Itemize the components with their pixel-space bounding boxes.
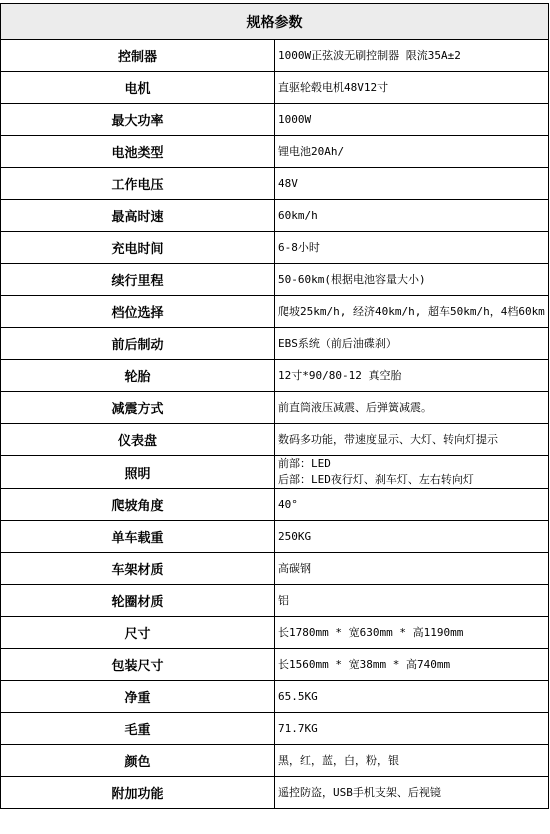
spec-table — [0, 3, 549, 809]
table-row — [1, 777, 549, 809]
table-row — [1, 617, 549, 649]
spec-value: 40° — [278, 497, 298, 511]
spec-label: 轮圈材质 — [1, 585, 275, 617]
table-row — [1, 264, 549, 296]
spec-value: 长1780mm * 宽630mm * 高1190mm — [278, 625, 464, 639]
spec-label: 轮胎 — [1, 360, 275, 392]
table-row — [1, 360, 549, 392]
spec-value: 1000W正弦波无刷控制器 限流35A±2 — [278, 48, 461, 62]
spec-label: 包装尺寸 — [1, 649, 275, 681]
spec-value-cell — [275, 72, 549, 104]
spec-value-cell — [275, 489, 549, 521]
table-row — [1, 456, 549, 489]
spec-value: 黑，红，蓝，白，粉，银 — [278, 753, 399, 767]
spec-label: 颜色 — [1, 745, 275, 777]
spec-label: 最大功率 — [1, 104, 275, 136]
spec-value: 高碳钢 — [278, 561, 311, 575]
spec-value: 铝 — [278, 593, 289, 607]
spec-value-cell — [275, 104, 549, 136]
spec-value-cell — [275, 745, 549, 777]
spec-value-cell — [275, 392, 549, 424]
spec-value-cell — [275, 328, 549, 360]
table-row — [1, 745, 549, 777]
table-row — [1, 424, 549, 456]
spec-label: 控制器 — [1, 40, 275, 72]
spec-value: 65.5KG — [278, 689, 318, 703]
spec-label: 爬坡角度 — [1, 489, 275, 521]
spec-value: 60km/h — [278, 208, 318, 222]
spec-value-cell — [275, 553, 549, 585]
table-row — [1, 200, 549, 232]
table-row — [1, 649, 549, 681]
spec-label: 充电时间 — [1, 232, 275, 264]
spec-value-line-2: 后部：LED夜行灯、刹车灯、左右转向灯 — [278, 473, 474, 486]
table-row — [1, 232, 549, 264]
table-row — [1, 296, 549, 328]
spec-label: 照明 — [1, 456, 275, 489]
spec-label: 车架材质 — [1, 553, 275, 585]
spec-label: 最高时速 — [1, 200, 275, 232]
spec-label: 毛重 — [1, 713, 275, 745]
spec-value: 数码多功能，带速度显示、大灯、转向灯提示 — [278, 432, 498, 446]
spec-label: 档位选择 — [1, 296, 275, 328]
table-row — [1, 585, 549, 617]
title-row — [1, 4, 549, 40]
table-row — [1, 136, 549, 168]
table-row — [1, 328, 549, 360]
spec-value: EBS系统（前后油碟刹） — [278, 336, 397, 350]
spec-label: 电机 — [1, 72, 275, 104]
table-row — [1, 104, 549, 136]
spec-value: 250KG — [278, 529, 312, 543]
spec-value-cell — [275, 264, 549, 296]
spec-value: 71.7KG — [278, 721, 318, 735]
spec-value-cell — [275, 360, 549, 392]
spec-label: 电池类型 — [1, 136, 275, 168]
spec-value-cell — [275, 136, 549, 168]
table-title: 规格参数 — [1, 4, 549, 40]
table-row — [1, 681, 549, 713]
spec-value-cell — [275, 617, 549, 649]
spec-label: 仪表盘 — [1, 424, 275, 456]
spec-value-cell — [275, 232, 549, 264]
spec-label: 尺寸 — [1, 617, 275, 649]
spec-value-cell — [275, 296, 549, 328]
spec-value-cell — [275, 456, 549, 489]
table-row — [1, 553, 549, 585]
spec-value-cell — [275, 521, 549, 553]
spec-value-cell — [275, 424, 549, 456]
table-row — [1, 40, 549, 72]
spec-value: 前直筒液压减震、后弹簧减震。 — [278, 400, 432, 414]
spec-label: 净重 — [1, 681, 275, 713]
spec-value: 1000W — [278, 112, 312, 126]
spec-label: 前后制动 — [1, 328, 275, 360]
spec-value-cell — [275, 585, 549, 617]
spec-value-cell — [275, 713, 549, 745]
spec-value: 锂电池20Ah/ — [278, 144, 345, 158]
spec-value: 50-60km(根据电池容量大小) — [278, 272, 426, 286]
spec-value: 爬坡25km/h, 经济40km/h, 超车50km/h，4档60km — [278, 304, 545, 318]
spec-value: 遥控防盗，USB手机支架、后视镜 — [278, 785, 441, 799]
spec-value: 6-8小时 — [278, 240, 320, 254]
spec-label: 续行里程 — [1, 264, 275, 296]
spec-value: 12寸*90/80-12 真空胎 — [278, 368, 402, 382]
spec-value: 前部：LED — [278, 457, 331, 470]
table-row — [1, 72, 549, 104]
table-row — [1, 489, 549, 521]
spec-value-cell — [275, 681, 549, 713]
spec-label: 工作电压 — [1, 168, 275, 200]
spec-value: 长1560mm * 宽38mm * 高740mm — [278, 657, 451, 671]
spec-value-cell — [275, 649, 549, 681]
spec-value-cell — [275, 40, 549, 72]
spec-label: 减震方式 — [1, 392, 275, 424]
table-row — [1, 168, 549, 200]
spec-value-cell — [275, 200, 549, 232]
spec-value: 48V — [278, 176, 298, 190]
spec-value-cell — [275, 777, 549, 809]
spec-value: 直驱轮毂电机48V12寸 — [278, 80, 389, 94]
spec-label: 附加功能 — [1, 777, 275, 809]
spec-label: 单车载重 — [1, 521, 275, 553]
spec-table-body — [1, 4, 549, 809]
spec-value-cell — [275, 168, 549, 200]
table-row — [1, 392, 549, 424]
table-row — [1, 713, 549, 745]
table-row — [1, 521, 549, 553]
